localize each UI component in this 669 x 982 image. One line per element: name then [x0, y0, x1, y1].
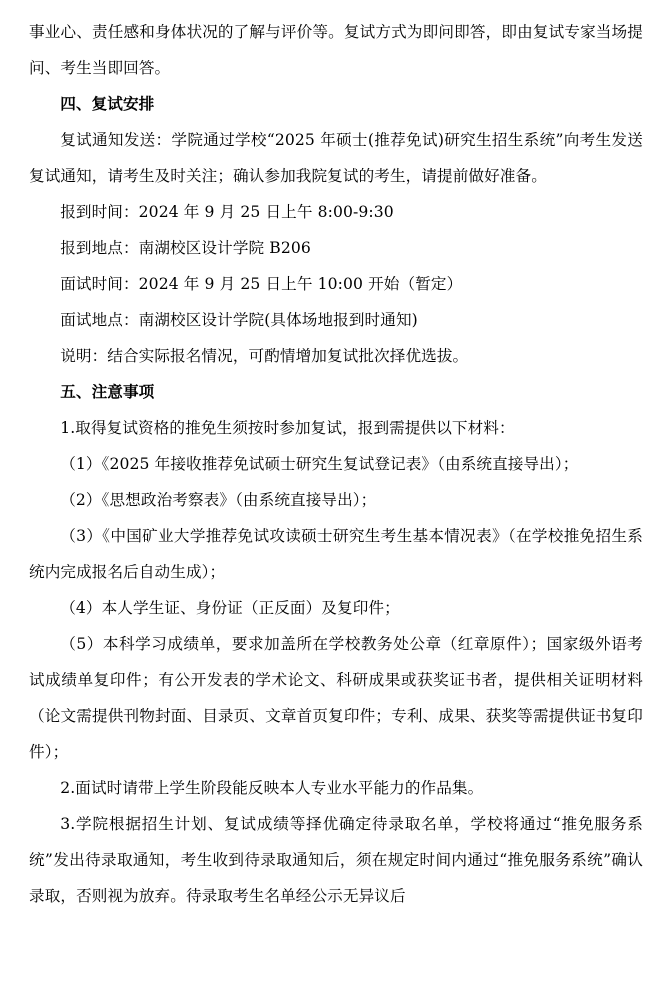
- list-item-material-2: （2）《思想政治考察表》（由系统直接导出）；: [60, 491, 377, 509]
- list-item-material-1: （1）《2025 年接收推荐免试硕士研究生复试登记表》（由系统直接导出）；: [60, 455, 579, 473]
- paragraph-evaluation-continued: 事业心、责任感和身体状况的了解与评价等。复试方式为即问即答，即由复试专家当场提问、考生当即回答。: [29, 23, 643, 77]
- paragraph-note: 说明：结合实际报名情况，可酌情增加复试批次择优选拔。: [60, 347, 469, 365]
- section-heading-retest-arrangement: 四、复试安排: [60, 95, 155, 113]
- paragraph-portfolio: 2.面试时请带上学生阶段能反映本人专业水平能力的作品集。: [60, 779, 484, 797]
- paragraph-interview-time: 面试时间：2024 年 9 月 25 日上午 10:00 开始（暂定）: [60, 275, 463, 293]
- paragraph-interview-location: 面试地点：南湖校区设计学院(具体场地报到时通知): [60, 311, 418, 329]
- section-heading-notes: 五、注意事项: [60, 383, 155, 401]
- paragraph-checkin-time: 报到时间：2024 年 9 月 25 日上午 8:00-9:30: [60, 203, 394, 221]
- paragraph-checkin-location: 报到地点：南湖校区设计学院 B206: [60, 239, 311, 257]
- list-item-material-5: （5）本科学习成绩单，要求加盖所在学校教务处公章（红章原件）；国家级外语考试成绩单复印件；有公开发表的学术论文、科研成果或获奖证书者，提供相关证明材料（论文需提供刊物封面、目录页、文章首页复印件；专利、成果、获奖等需提供证书复印件）；: [29, 635, 643, 761]
- list-item-material-4: （4）本人学生证、身份证（正反面）及复印件；: [60, 599, 400, 617]
- paragraph-materials-intro: 1.取得复试资格的推免生须按时参加复试，报到需提供以下材料：: [60, 419, 515, 437]
- paragraph-retest-notice: 复试通知发送：学院通过学校“2025 年硕士(推荐免试)研究生招生系统”向考生发送复试通知，请考生及时关注；确认参加我院复试的考生，请提前做好准备。: [29, 131, 643, 185]
- paragraph-admission-process: 3.学院根据招生计划、复试成绩等择优确定待录取名单，学校将通过“推免服务系统”发出待录取通知，考生收到待录取通知后，须在规定时间内通过“推免服务系统”确认录取，否则视为放弃。待录取考生名单经公示无异议后: [29, 815, 643, 905]
- list-item-material-3: （3）《中国矿业大学推荐免试攻读硕士研究生考生基本情况表》（在学校推免招生系统内完成报名后自动生成）；: [29, 527, 643, 581]
